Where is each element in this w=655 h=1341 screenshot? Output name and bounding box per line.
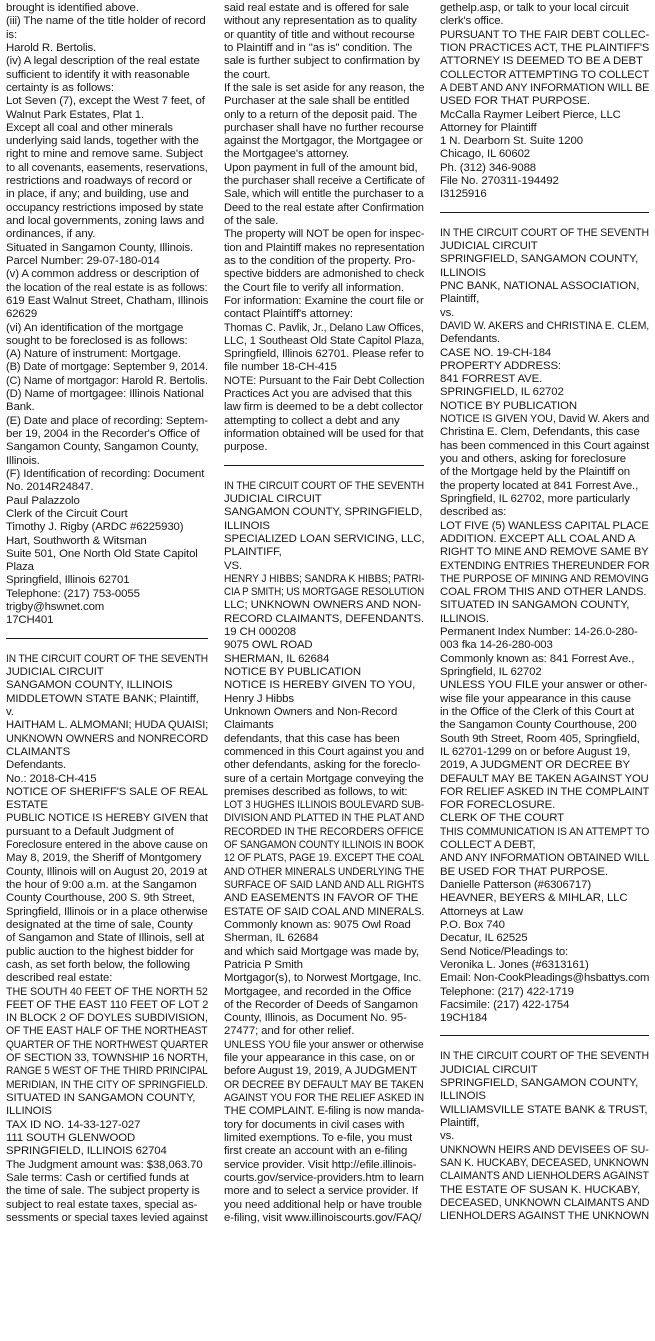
notice-text-line: Walnut Park Estates, Plat 1. [6, 108, 145, 121]
notice-text-line: Upon payment in full of the amount bid, [224, 161, 418, 174]
notice-text-line: of the Mortgage held by the Plaintiff on [440, 466, 631, 479]
notice-text-line: right to mine and remove same. Subject [6, 148, 203, 161]
notice-text-line: RIGHT TO MINE AND REMOVE SAME BY [440, 546, 649, 559]
notice-text-line: Springfield, IL 62702 [440, 666, 542, 678]
notice-text-line: Sale terms: Cash or certified funds at [6, 1171, 189, 1184]
notice-text-line: NOTICE OF SHERIFF'S SALE OF REAL [6, 785, 209, 798]
notice-text-line: ILLINOIS. [440, 612, 489, 625]
notice-text-line: commenced in this Court against you and [224, 745, 424, 758]
notice-text-line: purchaser shall have no further recourse [224, 121, 424, 134]
notice-text-line: Foreclosure entered in the above cause on [6, 839, 208, 852]
notice-text-line: Thomas C. Pavlik, Jr., Delano Law Offices, [224, 321, 424, 334]
notice-text-line: defendants, that this case has been [224, 732, 400, 745]
notice-text-line: service provider. Visit http://efile.illinois- [224, 1158, 417, 1171]
notice-text-line: first create an account with an e-filing [224, 1145, 408, 1158]
notice-text-line: AND OTHER MINERALS UNDERLYING THE [224, 865, 425, 878]
notice-text-line: trigby@hswnet.com [6, 601, 105, 614]
notice-text-line: sought to be foreclosed is as follows: [6, 334, 188, 347]
notice-text-line: NOTE: Pursuant to the Fair Debt Collection [224, 374, 425, 387]
notice-text-line: PNC BANK, NATIONAL ASSOCIATION, [440, 279, 640, 292]
notice-text-line: Sherman, IL 62684 [224, 932, 319, 945]
legal-notice [440, 1050, 649, 1223]
notice-divider [440, 1035, 649, 1036]
notice-text-line: pursuant to a Default Judgment of [6, 825, 174, 838]
notice-text-line: Except all coal and other minerals [6, 121, 173, 134]
notice-text-line: SHERMAN, IL 62684 [224, 652, 330, 665]
notice-text-line: tory for documents in civil cases with [224, 1118, 405, 1131]
notice-text-line: or quantity of title and without recourse [224, 28, 415, 41]
notice-text-line: LLC, 1 Southeast Old State Capitol Plaza, [224, 334, 425, 347]
notice-text-line: CLAIMANTS AND LIENHOLDERS AGAINST [440, 1170, 649, 1183]
notice-text-line: SPRINGFIELD, SANGAMON COUNTY, [440, 253, 639, 266]
legal-notice [6, 2, 208, 628]
notice-text-line: JUDICIAL CIRCUIT [440, 240, 538, 252]
notice-text-line: NOTICE IS GIVEN YOU, David W. Akers and [440, 413, 650, 426]
notice-text-line: sure of a certain Mortgage conveying the [224, 772, 424, 785]
notice-text-line: EXTENDING ENTRIES THEREUNDER FOR [440, 559, 650, 572]
notice-text-line: against the Mortgagor, the Mortgagee or [224, 135, 423, 148]
notice-text-line: WILLIAMSVILLE STATE BANK & TRUST, [440, 1103, 648, 1116]
notice-text-line: AGAINST YOU FOR THE RELIEF ASKED IN [224, 1092, 424, 1104]
notice-text-line: THE SOUTH 40 FEET OF THE NORTH 52 [6, 985, 208, 998]
notice-text-line: Practices Act you are advised that this [224, 388, 412, 401]
notice-text-line: the location of the real estate is as follows: [6, 281, 208, 294]
notice-text-line: JUDICIAL CIRCUIT [224, 492, 322, 505]
notice-text-line: SPECIALIZED LOAN SERVICING, LLC, [224, 532, 425, 545]
notice-text-line: the Mortgagee's attorney. [224, 148, 349, 161]
notice-text-line: Commonly known as: 841 Forrest Ave., [440, 652, 635, 665]
notice-text-line: purpose. [224, 441, 268, 454]
notice-text-line: other defendants, asking for the foreclo- [224, 759, 421, 772]
notice-text-line: as to the condition of the property. Pro- [224, 254, 416, 267]
legal-notice [440, 2, 649, 202]
notice-text-line: JUDICIAL CIRCUIT [440, 1063, 538, 1076]
notice-text-line: only to a return of the deposit paid. The [224, 108, 418, 121]
notice-text-line: A DEBT AND ANY INFORMATION WILL BE [440, 81, 650, 94]
notice-text-line: 003 fka 14-26-280-003 [440, 639, 553, 652]
notice-text-line: information obtained will be used for that [224, 428, 424, 440]
notice-text-line: Illinois. [6, 454, 40, 467]
notice-text-line: (v) A common address or description of [6, 268, 199, 281]
notice-text-line: (iv) A legal description of the real estate [6, 55, 200, 68]
notice-text-line: file your appearance in this case, on or [224, 1052, 415, 1065]
notice-text-line: file number 18-CH-415 [224, 361, 337, 374]
notice-text-line: is: [6, 28, 18, 41]
notice-text-line: AND EASEMENTS IN FAVOR OF THE [224, 892, 419, 905]
notice-text-line: 62629 [6, 308, 38, 321]
notice-text-line: (E) Date and place of recording: Septem- [6, 414, 208, 427]
notice-text-line: 12 OF PLATS, PAGE 19. EXCEPT THE COAL [224, 852, 425, 865]
notice-text-line: ATTORNEY IS DEEMED TO BE A DEBT [440, 55, 643, 68]
notice-text-line: IN BLOCK 2 OF DOYLES SUBDIVISION, [6, 1012, 208, 1025]
notice-text-line: CLAIMANTS [6, 745, 71, 758]
notice-text-line: and local governments, zoning laws and [6, 215, 205, 227]
notice-text-line: 841 FORREST AVE. [440, 373, 543, 386]
notice-text-line: FOR FORECLOSURE. [440, 799, 556, 812]
notice-text-line: County Courthouse, 200 S. 9th Street, [6, 892, 195, 905]
notice-text-line: IN THE CIRCUIT COURT OF THE SEVENTH [6, 652, 209, 665]
notice-text-line: Lot Seven (7), except the West 7 feet, of [6, 95, 205, 108]
notice-text-line: the hour of 9:00 a.m. at the Sangamon [6, 879, 197, 891]
notice-text-line: DAVID W. AKERS and CHRISTINA E. CLEM, [440, 319, 650, 332]
notice-text-line: UNLESS YOU file your answer or otherwise [224, 1038, 424, 1051]
notice-text-line: AND ANY INFORMATION OBTAINED WILL [440, 852, 650, 865]
notice-text-line: limited exemptions. To e-file, you must [224, 1131, 413, 1144]
notice-text-line: sufficient to identify it with reasonable [6, 68, 190, 81]
notice-text-line: (D) Name of mortgagee: Illinois National [6, 388, 204, 401]
notice-text-line: Attorneys at Law [440, 905, 523, 918]
notice-text-line: ILLINOIS [224, 519, 270, 532]
notice-divider [224, 465, 424, 466]
notice-text-line: For information: Examine the court file or [224, 294, 424, 307]
notice-text-line: spective bidders are admonished to check [224, 268, 424, 281]
notice-text-line: the property located at 841 Forrest Ave., [440, 479, 639, 492]
notice-text-line: vs. [440, 306, 455, 319]
notice-text-line: OF THE EAST HALF OF THE NORTHEAST [6, 1025, 208, 1038]
notice-text-line: you and others, asking for foreclosure [440, 453, 627, 465]
notice-text-line: Unknown Owners and Non-Record [224, 705, 398, 718]
notice-text-line: DECEASED, UNKNOWN CLAIMANTS AND [440, 1196, 650, 1209]
notice-text-line: Springfield, Illinois or in a place otherwise [6, 905, 208, 918]
notice-text-line: Telephone: (217) 753-0055 [6, 587, 140, 600]
notice-text-line: Suite 501, One North Old State Capitol [6, 547, 198, 560]
notice-text-line: Danielle Patterson (#6306717) [440, 879, 592, 891]
notice-text-line: USED FOR THAT PURPOSE. [440, 95, 590, 108]
notice-text-line: MIDDLETOWN STATE BANK; Plaintiff, [6, 692, 199, 705]
notice-text-line: (vi) An identification of the mortgage [6, 321, 184, 334]
notice-text-line: RANGE 5 WEST OF THE THIRD PRINCIPAL [6, 1065, 208, 1078]
notice-text-line: (B) Date of mortgage: September 9, 2014. [6, 361, 208, 374]
notice-text-line: CASE NO. 19-CH-184 [440, 346, 552, 359]
notice-text-line: ILLINOIS [6, 1105, 52, 1118]
notice-text-line: cash, as set forth below, the following [6, 958, 191, 971]
notice-text-line: TION PRACTICES ACT, THE PLAINTIFF'S [440, 41, 650, 54]
notice-text-line: ESTATE OF SAID COAL AND MINERALS. [224, 905, 425, 918]
notice-text-line: CIA P SMITH; US MORTGAGE RESOLUTION [224, 586, 425, 599]
notice-text-line: Attorney for Plaintiff [440, 121, 537, 134]
notice-text-line: NOTICE BY PUBLICATION [440, 399, 577, 412]
notice-text-line: May 8, 2019, the Sheriff of Montgomery [6, 852, 202, 865]
notice-text-line: SPRINGFIELD, ILLINOIS 62704 [6, 1145, 167, 1158]
notice-text-line: COAL FROM THIS AND OTHER LANDS. [440, 586, 647, 599]
notice-text-line: 19CH184 [440, 1012, 488, 1025]
notice-text-line: Veronika L. Jones (#6313161) [440, 958, 589, 971]
notice-text-line: LLC; UNKNOWN OWNERS AND NON- [224, 599, 422, 612]
notice-text-line: 2019, A JUDGMENT OR DECREE BY [440, 759, 631, 772]
notice-text-line: vs. [440, 1130, 455, 1143]
notice-text-line: in place, if any; and building, use and [6, 188, 189, 201]
notice-text-line: sale is further subject to confirmation by [224, 55, 420, 68]
notice-text-line: Defendants. [6, 759, 67, 772]
notice-text-line: ordinances, if any. [6, 228, 96, 241]
notice-text-line: (A) Nature of instrument: Mortgage. [6, 348, 181, 361]
notice-text-line: COLLECTOR ATTEMPTING TO COLLECT [440, 68, 650, 81]
notice-text-line: sessments or special taxes levied against [6, 1211, 208, 1224]
notice-text-line: clerk's office. [440, 15, 504, 28]
notice-text-line: County, Illinois, as Document No. 95- [224, 1012, 407, 1025]
notice-text-line: Parcel Number: 29-07-180-014 [6, 254, 160, 267]
notice-text-line: Permanent Index Number: 14-26.0-280- [440, 626, 638, 639]
notice-text-line: The property will NOT be open for inspec- [224, 228, 425, 241]
notice-text-line: 1 N. Dearborn St. Suite 1200 [440, 135, 583, 148]
notice-text-line: Telephone: (217) 422-1719 [440, 985, 574, 998]
notice-text-line: County, Illinois will on August 20, 2019 at [6, 865, 208, 878]
notice-text-line: OF SANGAMON COUNTY ILLINOIS IN BOOK [224, 839, 424, 852]
notice-text-line: 19 CH 000208 [224, 626, 297, 639]
notice-text-line: COLLECT A DEBT, [440, 839, 536, 852]
notice-text-line: law firm is deemed to be a debt collector [224, 401, 423, 414]
notice-text-line: Claimants [224, 719, 274, 732]
notice-text-line: HENRY J HIBBS; SANDRA K HIBBS; PATRI- [224, 572, 425, 585]
notice-text-line: the purchaser shall receive a Certificate of [224, 175, 425, 188]
notice-text-line: No.: 2018-CH-415 [6, 772, 97, 785]
notice-text-line: subject to real estate taxes, special as- [6, 1198, 198, 1211]
notice-text-line: CLERK OF THE COURT [440, 812, 564, 825]
notice-text-line: Commonly known as: 9075 Owl Road [224, 918, 411, 931]
notice-text-line: HEAVNER, BEYERS & MIHLAR, LLC [440, 892, 628, 905]
notice-text-line: said real estate and is offered for sale [224, 2, 409, 14]
notice-text-line: DEFAULT MAY BE TAKEN AGAINST YOU [440, 772, 649, 785]
notice-text-line: designated at the time of sale, County [6, 918, 193, 931]
legal-notice [224, 2, 424, 455]
notice-text-line: SITUATED IN SANGAMON COUNTY, [6, 1092, 196, 1104]
notice-text-line: ADDITION. EXCEPT ALL COAL AND A [440, 532, 636, 545]
notice-text-line: Springfield, Illinois 62701 [6, 574, 130, 587]
legal-notice [6, 653, 208, 1225]
notice-text-line: the court. [224, 68, 271, 81]
notice-text-line: in the Office of the Clerk of this Court at [440, 705, 635, 718]
notice-text-line: SITUATED IN SANGAMON COUNTY, [440, 599, 630, 612]
notice-text-line: If the sale is set aside for any reason, the [224, 81, 425, 94]
notice-divider [6, 638, 208, 639]
notice-text-line: SANGAMON COUNTY, SPRINGFIELD, [224, 506, 423, 519]
notice-text-line: South 9th Street, Room 405, Springfield, [440, 732, 640, 745]
notice-text-line: Chicago, IL 60602 [440, 148, 530, 161]
notice-text-line: Sale, which will entitle the purchaser to a [224, 188, 424, 201]
notice-text-line: premises described as follows, to wit: [224, 785, 408, 798]
notice-text-line: NOTICE IS HEREBY GIVEN TO YOU, [224, 679, 416, 692]
notice-text-line: OR DECREE BY DEFAULT MAY BE TAKEN [224, 1078, 424, 1091]
notice-text-line: v. [6, 705, 14, 718]
notice-text-line: the Court file to verify all information. [224, 281, 404, 294]
notice-text-line: P.O. Box 740 [440, 918, 505, 931]
notice-text-line: HAITHAM L. ALMOMANI; HUDA QUAISI; [6, 719, 209, 732]
notice-divider [440, 212, 649, 213]
notice-text-line: and which said Mortgage was made by, [224, 945, 419, 958]
notice-text-line: ESTATE [6, 799, 48, 812]
notice-text-line: e-filing, visit www.illinoiscourts.gov/FAQ/ [224, 1211, 422, 1224]
notice-text-line: Springfield, Illinois 62701. Please refer to [224, 348, 424, 361]
notice-text-line: has been commenced in this Court against [440, 439, 650, 452]
notice-text-line: the time of sale. The subject property is [6, 1185, 200, 1198]
notice-text-line: tion and Plaintiff makes no representation [224, 241, 425, 254]
notice-text-line: UNKNOWN HEIRS AND DEVISEES OF SU- [440, 1143, 649, 1156]
notice-text-line: SPRINGFIELD, IL 62702 [440, 386, 564, 399]
notice-text-line: 619 East Walnut Street, Chatham, Illinois [6, 294, 209, 307]
notice-text-line: NOTICE BY PUBLICATION [224, 666, 361, 678]
notice-text-line: courts.gov/service-providers.htm to learn [224, 1171, 424, 1184]
notice-text-line: Plaintiff, [440, 293, 480, 306]
notice-text-line: I3125916 [440, 188, 487, 201]
notice-text-line: UNLESS YOU FILE your answer or other- [440, 679, 648, 692]
notice-text-line: underlying said lands, together with the [6, 135, 199, 148]
notice-text-line: Deed to the real estate after Confirmation [224, 201, 424, 214]
notice-text-line: DIVISION AND PLATTED IN THE PLAT AND [224, 812, 425, 825]
notice-text-line: Christina E. Clem, Defendants, this case [440, 426, 640, 439]
notice-text-line: Timothy J. Rigby (ARDC #6225930) [6, 521, 184, 534]
notice-text-line: FEET OF THE EAST 110 FEET OF LOT 2 [6, 998, 209, 1011]
notice-text-line: Email: Non-CookPleadings@hsbattys.com [440, 972, 650, 985]
notice-text-line: PLAINTIFF, [224, 546, 282, 559]
notice-text-line: TAX ID NO. 14-33-127-027 [6, 1118, 141, 1131]
notice-text-line: without any representation as to quality [224, 15, 417, 28]
notice-text-line: Mortgagor(s), to Norwest Mortgage, Inc. [224, 972, 422, 985]
notice-text-line: LOT FIVE (5) WANLESS CAPITAL PLACE [440, 519, 649, 532]
notice-text-line: THE PURPOSE OF MINING AND REMOVING [440, 572, 649, 585]
notice-text-line: described real estate: [6, 972, 113, 985]
notice-text-line: Hart, Southworth & Witsman [6, 534, 147, 547]
notice-text-line: of the Recorder of Deeds of Sangamon [224, 998, 418, 1011]
notice-text-line: wise file your appearance in this cause [440, 692, 631, 705]
notice-text-line: (F) Identification of recording: Document [6, 467, 205, 480]
notice-text-line: LIENHOLDERS AGAINST THE UNKNOWN [440, 1210, 650, 1223]
notice-text-line: brought is identified above. [6, 2, 139, 14]
notice-text-line: Defendants. [440, 333, 501, 346]
notice-text-line: certainty is as follows: [6, 81, 114, 94]
notice-text-line: Henry J Hibbs [224, 692, 294, 705]
notice-text-line: SPRINGFIELD, SANGAMON COUNTY, [440, 1077, 639, 1090]
notice-text-line: PROPERTY ADDRESS: [440, 359, 561, 372]
notice-text-line: RECORDED IN THE RECORDERS OFFICE [224, 825, 424, 838]
notice-text-line: Purchaser at the sale shall be entitled [224, 95, 410, 108]
notice-text-line: 17CH401 [6, 614, 54, 627]
notice-text-line: RECORD CLAIMANTS, DEFENDANTS. [224, 612, 424, 625]
notice-text-line: (C) Name of mortgagor: Harold R. Bertolis. [6, 374, 208, 387]
notice-text-line: IL 62701-1299 on or before August 19, [440, 745, 631, 758]
notice-text-line: THE ESTATE OF SUSAN K. HUCKABY, [440, 1183, 641, 1196]
notice-text-line: THIS COMMUNICATION IS AN ATTEMPT TO [440, 825, 650, 838]
notice-text-line: JUDICIAL CIRCUIT [6, 666, 104, 678]
notice-text-line: ILLINOIS [440, 1090, 486, 1103]
notice-text-line: before August 19, 2019, A JUDGMENT [224, 1065, 417, 1078]
notice-text-line: FOR RELIEF ASKED IN THE COMPLAINT [440, 785, 650, 798]
notice-text-line: McCalla Raymer Leibert Pierce, LLC [440, 108, 621, 121]
notice-text-line: SAN K. HUCKABY, DECEASED, UNKNOWN [440, 1156, 649, 1169]
notice-text-line: THE COMPLAINT. E-filing is now manda- [224, 1105, 425, 1118]
notice-text-line: LOT 3 HUGHES ILLINOIS BOULEVARD SUB- [224, 799, 425, 812]
notice-text-line: MERIDIAN, IN THE CITY OF SPRINGFIELD. [6, 1078, 208, 1091]
notice-text-line: 9075 OWL ROAD [224, 639, 313, 652]
notice-text-line: Bank. [6, 401, 35, 414]
notice-text-line: Decatur, IL 62525 [440, 932, 528, 945]
notice-text-line: BE USED FOR THAT PURPOSE. [440, 865, 608, 878]
notice-text-line: SANGAMON COUNTY, ILLINOIS [6, 679, 173, 692]
notice-text-line: OF SECTION 33, TOWNSHIP 16 NORTH, [6, 1052, 209, 1065]
notice-text-line: IN THE CIRCUIT COURT OF THE SEVENTH [224, 479, 425, 492]
notice-text-line: described as: [440, 506, 507, 519]
notice-text-line: VS. [224, 559, 242, 572]
notice-text-line: Patricia P Smith [224, 958, 303, 971]
column-3 [432, 0, 651, 1341]
notice-text-line: QUARTER OF THE NORTHWEST QUARTER [6, 1038, 209, 1051]
notice-text-line: ber 19, 2004 in the Recorder's Office of [6, 428, 200, 440]
notice-text-line: attempting to collect a debt and any [224, 414, 400, 427]
notice-text-line: Send Notice/Pleadings to: [440, 945, 569, 958]
notice-text-line: Ph. (312) 346-9088 [440, 161, 536, 174]
notice-text-line: occupancy restrictions imposed by state [6, 201, 204, 214]
notice-text-line: Plaza [6, 561, 34, 574]
legal-notice [224, 480, 424, 1226]
column-2 [216, 0, 432, 1341]
notice-text-line: you need additional help or have trouble [224, 1198, 422, 1211]
notice-text-line: SURFACE OF SAID LAND AND ALL RIGHTS [224, 879, 425, 891]
notice-text-line: IN THE CIRCUIT COURT OF THE SEVENTH [440, 1050, 650, 1063]
notice-text-line: public auction to the highest bidder for [6, 945, 194, 958]
notice-text-line: Plaintiff, [440, 1117, 480, 1129]
notice-text-line: Sangamon County, Sangamon County, [6, 441, 199, 454]
notice-text-line: of Sangamon and State of Illinois, sell at [6, 932, 205, 945]
legal-notice [440, 227, 649, 1026]
notice-text-line: Paul Palazzolo [6, 494, 80, 507]
notice-text-line: PURSUANT TO THE FAIR DEBT COLLEC- [440, 28, 650, 41]
notice-text-line: Situated in Sangamon County, Illinois. [6, 241, 194, 254]
notice-text-line: PUBLIC NOTICE IS HEREBY GIVEN that [6, 812, 208, 825]
notice-text-line: to Plaintiff and in "as is" condition. The [224, 41, 413, 54]
notice-text-line: Clerk of the Circuit Court [6, 507, 128, 520]
notice-text-line: of the sale. [224, 215, 279, 227]
notice-text-line: Springfield, IL 62702, more particularly [440, 492, 630, 505]
notice-text-line: Harold R. Bertolis. [6, 41, 97, 54]
notice-text-line: File No. 270311-194492 [440, 175, 559, 188]
notice-text-line: restrictions and roadways of record or [6, 175, 192, 188]
notice-text-line: to all covenants, easements, reservations, [6, 161, 208, 174]
notice-text-line: 27477; and for other relief. [224, 1025, 355, 1038]
notice-text-line: contact Plaintiff's attorney: [224, 308, 353, 321]
notice-text-line: Facsimile: (217) 422-1754 [440, 998, 570, 1011]
notice-text-line: IN THE CIRCUIT COURT OF THE SEVENTH [440, 226, 650, 239]
notice-text-line: ILLINOIS [440, 266, 486, 279]
notice-text-line: Mortgagee, and recorded in the Office [224, 985, 412, 998]
notice-text-line: UNKNOWN OWNERS and NONRECORD [6, 732, 209, 745]
column-1 [6, 0, 216, 1341]
notice-text-line: The Judgment amount was: $38,063.70 [6, 1158, 203, 1171]
notice-text-line: the Sangamon County Courthouse, 200 [440, 719, 637, 732]
notice-text-line: (iii) The name of the title holder of record [6, 15, 206, 28]
notice-text-line: more and to select a service provider. If [224, 1185, 418, 1198]
notice-text-line: No. 2014R24847. [6, 481, 94, 494]
notice-text-line: gethelp.asp, or talk to your local circuit [440, 2, 629, 14]
notice-text-line: 111 SOUTH GLENWOOD [6, 1131, 136, 1144]
